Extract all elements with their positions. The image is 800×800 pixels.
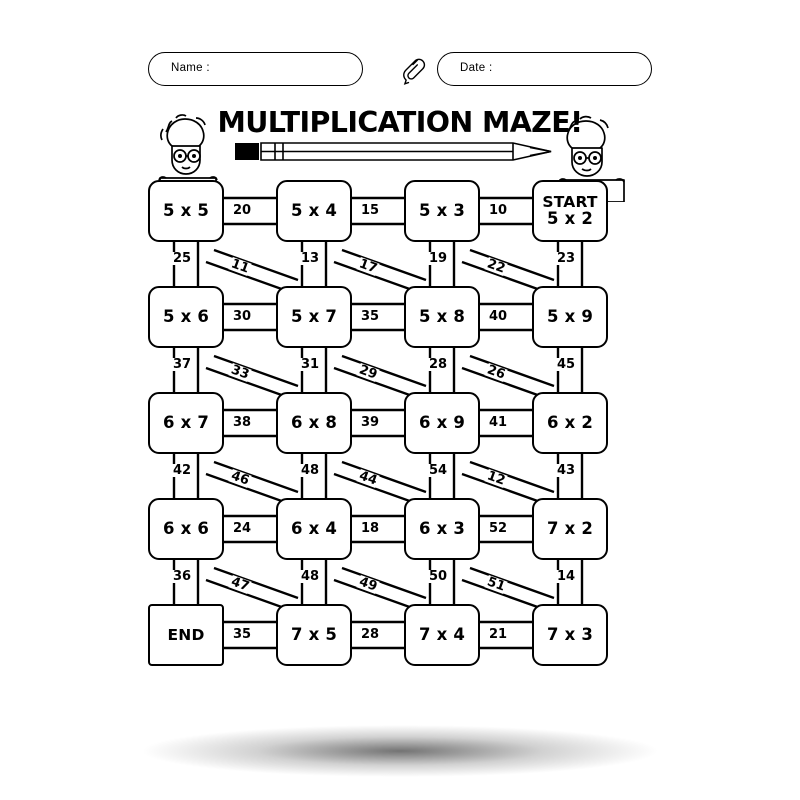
maze-cell[interactable] (148, 498, 224, 560)
cell-expression: 6 x 2 (546, 413, 594, 433)
connector-number: 50 (429, 569, 448, 584)
cell-expression: 6 x 4 (290, 519, 338, 539)
cell-expression: 6 x 7 (162, 413, 210, 433)
maze-cell[interactable] (532, 604, 608, 666)
connector-number: 44 (356, 468, 380, 489)
connector-number: 20 (233, 203, 252, 218)
connector-number: 19 (429, 251, 448, 266)
name-field-label: Name : (171, 62, 210, 74)
connector-number: 18 (361, 521, 380, 536)
maze-cell[interactable] (404, 392, 480, 454)
cell-expression: 5 x 8 (418, 307, 466, 327)
connector-number: 28 (361, 627, 380, 642)
maze-cell[interactable] (532, 498, 608, 560)
connector-number: 39 (361, 415, 380, 430)
maze-cell[interactable] (148, 286, 224, 348)
connector-number: 41 (489, 415, 508, 430)
cell-expression: 5 x 2 (546, 209, 594, 229)
connector-number: 11 (228, 256, 252, 277)
header-fields (148, 52, 652, 86)
cell-expression: 5 x 4 (290, 201, 338, 221)
connector-number: 26 (484, 362, 508, 383)
cell-expression: 5 x 5 (162, 201, 210, 221)
connector-number: 10 (489, 203, 508, 218)
end-label: END (167, 625, 205, 644)
cell-expression: 7 x 4 (418, 625, 466, 645)
cell-expression: 5 x 9 (546, 307, 594, 327)
connector-number: 17 (356, 256, 380, 277)
name-field[interactable] (148, 52, 363, 86)
worksheet-page (130, 20, 670, 740)
cell-expression: 5 x 3 (418, 201, 466, 221)
connector-number: 29 (356, 362, 380, 383)
start-label: START (542, 193, 598, 212)
maze-cell[interactable] (404, 498, 480, 560)
maze-cell[interactable] (276, 392, 352, 454)
maze-cell-end[interactable] (148, 604, 224, 666)
connector-number: 48 (301, 463, 320, 478)
cell-expression: 6 x 6 (162, 519, 210, 539)
connector-number: 46 (228, 468, 252, 489)
maze-cell[interactable] (276, 604, 352, 666)
connector-number: 51 (484, 574, 508, 595)
connector-number: 21 (489, 627, 508, 642)
paperclip-icon (393, 50, 435, 92)
cell-expression: 6 x 8 (290, 413, 338, 433)
maze-cell[interactable] (148, 392, 224, 454)
cell-expression: 7 x 2 (546, 519, 594, 539)
connector-number: 15 (361, 203, 380, 218)
connector-number: 22 (484, 256, 508, 277)
cell-expression: 6 x 3 (418, 519, 466, 539)
maze-cell[interactable] (404, 286, 480, 348)
date-field[interactable] (437, 52, 652, 86)
cell-expression: 7 x 3 (546, 625, 594, 645)
maze-cell[interactable] (276, 180, 352, 242)
date-field-label: Date : (460, 62, 493, 74)
maze-cell[interactable] (276, 286, 352, 348)
maze-cell[interactable] (532, 392, 608, 454)
connector-number: 35 (233, 627, 252, 642)
maze-cell[interactable] (532, 286, 608, 348)
connector-number: 14 (557, 569, 576, 584)
cell-expression: 6 x 9 (418, 413, 466, 433)
connector-number: 42 (173, 463, 192, 478)
connector-number: 47 (228, 574, 252, 595)
connector-number: 45 (557, 357, 576, 372)
connector-number: 12 (484, 468, 508, 489)
connector-number: 23 (557, 251, 576, 266)
connector-number: 33 (228, 362, 252, 383)
connector-number: 54 (429, 463, 448, 478)
connector-number: 37 (173, 357, 192, 372)
connector-number: 30 (233, 309, 252, 324)
page-shadow (140, 722, 660, 780)
connector-number: 36 (173, 569, 192, 584)
connector-number: 13 (301, 251, 320, 266)
maze-cell[interactable] (148, 180, 224, 242)
maze-cell-start[interactable] (532, 180, 608, 242)
connector-number: 38 (233, 415, 252, 430)
maze-grid (148, 180, 652, 700)
pencil-icon (235, 140, 565, 166)
connector-number: 25 (173, 251, 192, 266)
maze-cell[interactable] (276, 498, 352, 560)
page-title: MULTIPLICATION MAZE! (217, 106, 583, 139)
maze-cell[interactable] (404, 180, 480, 242)
connector-number: 24 (233, 521, 252, 536)
connector-number: 52 (489, 521, 508, 536)
connector-number: 31 (301, 357, 320, 372)
connector-number: 40 (489, 309, 508, 324)
cell-expression: 5 x 6 (162, 307, 210, 327)
connector-number: 35 (361, 309, 380, 324)
connector-number: 49 (356, 574, 380, 595)
cell-expression: 5 x 7 (290, 307, 338, 327)
connector-number: 48 (301, 569, 320, 584)
cell-expression: 7 x 5 (290, 625, 338, 645)
connector-number: 43 (557, 463, 576, 478)
maze-cell[interactable] (404, 604, 480, 666)
connector-number: 28 (429, 357, 448, 372)
